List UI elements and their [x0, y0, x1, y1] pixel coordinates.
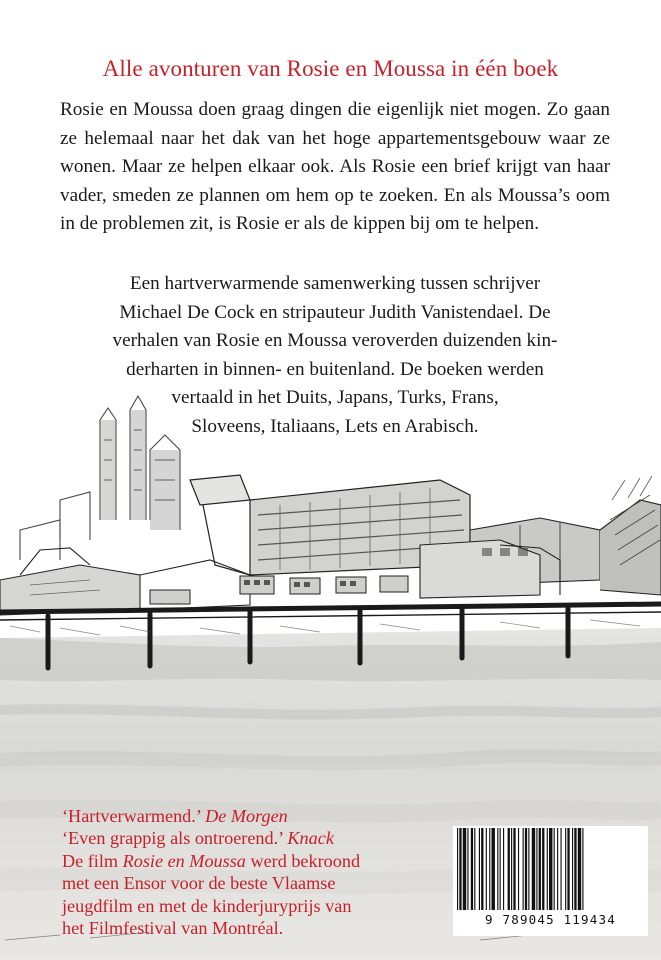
barcode-bar — [557, 828, 558, 910]
barcode-bar — [532, 828, 535, 910]
barcode-bar — [481, 828, 483, 910]
barcode-bar — [467, 828, 468, 910]
isbn-number: 9 789045 119434 — [485, 912, 616, 927]
about-line: Sloveens, Italiaans, Lets en Arabisch. — [191, 415, 479, 437]
about-line: verhalen van Rosie en Moussa veroverden duizenden kin- — [112, 330, 558, 352]
barcode-bar — [503, 828, 504, 910]
quote-source: Knack — [287, 828, 334, 849]
barcode-bar — [486, 828, 487, 910]
barcode-bar — [463, 828, 466, 910]
barcode-bars — [453, 826, 648, 912]
quote-source: De Morgen — [205, 806, 288, 826]
barcode-bar — [528, 828, 529, 910]
barcode-bar — [574, 828, 576, 910]
heading: Alle avonturen van Rosie en Moussa in één boek — [102, 56, 559, 81]
barcode-bar — [508, 828, 510, 910]
quote-line: ‘Even grappig als ontroerend.’ Knack — [62, 828, 334, 849]
barcode-bar — [457, 828, 458, 910]
barcode-bar — [536, 828, 537, 910]
about-line: vertaald in het Duits, Japans, Turks, Frans, — [171, 387, 499, 409]
barcode-bar — [554, 828, 555, 910]
film-line: jeugdfilm en met de kinderjuryprijs van — [62, 895, 352, 916]
barcode-bar — [459, 828, 461, 910]
barcode-bar — [539, 828, 541, 910]
barcode-bar — [561, 828, 562, 910]
barcode-bar — [511, 828, 512, 910]
barcode-bar — [549, 828, 552, 910]
press-quotes — [62, 805, 402, 939]
barcode-bar — [567, 828, 569, 910]
barcode-bar — [547, 828, 548, 910]
about-line: Een hartverwarmende samenwerking tussen schrijver — [129, 273, 541, 294]
barcode — [453, 826, 648, 936]
barcode-bar — [489, 828, 490, 910]
barcode-bar — [525, 828, 527, 910]
about-line: Michael De Cock en stripauteur Judith Vanistendael. De — [119, 301, 551, 323]
barcode-bar — [492, 828, 495, 910]
barcode-bar — [572, 828, 573, 910]
film-title: Rosie en Moussa — [122, 850, 246, 871]
film-line: met een Ensor voor de beste Vlaamse — [62, 873, 336, 894]
barcode-bar — [474, 828, 475, 910]
barcode-bar — [513, 828, 515, 910]
barcode-bar — [479, 828, 480, 910]
barcode-bar — [471, 828, 473, 910]
about-line: derharten in binnen- en buitenland. De boeken werden — [126, 358, 544, 380]
barcode-bar — [518, 828, 519, 910]
film-line: het Filmfestival van Montréal. — [62, 918, 284, 939]
barcode-bar — [565, 828, 566, 910]
barcode-bar — [542, 828, 544, 910]
paragraph-story: Rosie en Moussa doen graag dingen die eigenlijk niet mogen. Zo gaan ze helemaal naar het dak van het hoge appartementsgebouw waar ze wonen. Maar ze helpen elkaar ook. Als Rosie een brief krijgt van haar vader, smeden ze plannen om hem op te zoeken. En als Moussa’s oom in de problemen zit, is Rosie er als de kippen bij om te helpen. — [60, 99, 610, 235]
barcode-bar — [500, 828, 501, 910]
barcode-bar — [497, 828, 498, 910]
barcode-bar — [582, 828, 583, 910]
barcode-bar — [523, 828, 524, 910]
barcode-bar — [578, 828, 581, 910]
quote-line: ‘Hartverwarmend.’ De Morgen — [62, 806, 288, 826]
film-line: De film Rosie en Moussa werd bekroond — [62, 850, 361, 871]
